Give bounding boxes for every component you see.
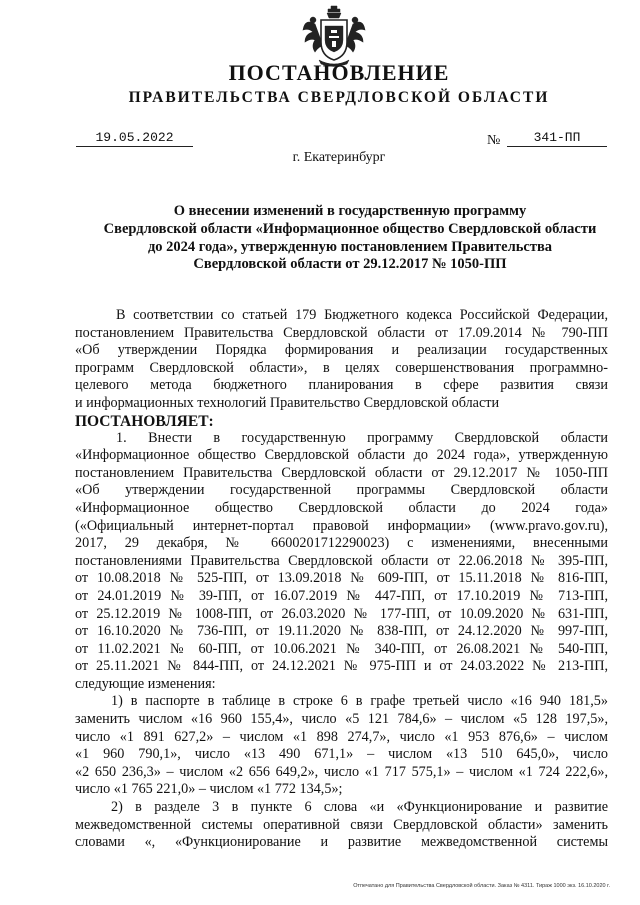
- body-line: «2 650 236,3» – числом «2 656 649,2», число «1 717 575,1» – числом «1 724 222,6»,: [75, 763, 608, 780]
- body-line: «Информационное общество Свердловской области до 2024 года», утвержденную: [75, 447, 608, 464]
- body-line: и информационных технологий Правительство Свердловской области: [75, 394, 500, 411]
- body-line: от 24.01.2019 № 39-ПП, от 16.07.2019 № 447-ПП, от 17.10.2019 № 713-ПП,: [75, 587, 608, 604]
- body-line: «Информационное общество Свердловской области до 2024 года»: [75, 499, 608, 516]
- body-line: число «1 765 221,0» – числом «1 772 134,5»;: [75, 781, 343, 798]
- body-line: 1. Внести в государственную программу Свердловской области: [116, 429, 608, 446]
- body-line: межведомственной системы оперативной связи Свердловской области» заменить: [75, 816, 608, 833]
- body-line: 1) в паспорте в таблице в строке 6 в графе третьей число «16 940 181,5»: [111, 693, 608, 710]
- document-subtitle: ПРАВИТЕЛЬСТВА СВЕРДЛОВСКОЙ ОБЛАСТИ: [128, 89, 550, 106]
- document-body: [75, 307, 608, 852]
- body-line: «1 960 790,1», число «13 490 671,1» – числом «13 510 645,0», число: [75, 746, 608, 763]
- body-line: словами «, «Функционирование и развитие межведомственной системы: [75, 834, 608, 851]
- document-title: ПОСТАНОВЛЕНИЕ: [228, 60, 450, 85]
- body-line: 2) в разделе 3 в пункте 6 слова «и «Функционирование и развитие: [111, 799, 608, 816]
- body-line: постановлением Правительства Свердловской области от 29.12.2017 № 1050-ПП: [75, 464, 608, 481]
- body-line: «Об утверждении государственной программы Свердловской области: [75, 482, 608, 499]
- heading-line: до 2024 года», утвержденную постановлением Правительства: [147, 238, 553, 255]
- heading-line: Свердловской области от 29.12.2017 № 1050-ПП: [193, 256, 507, 273]
- document-date: 19.05.2022: [76, 130, 193, 147]
- body-line: от 25.12.2019 № 1008-ПП, от 26.03.2020 № 177-ПП, от 10.09.2020 № 631-ПП,: [75, 605, 608, 622]
- body-line: 2017, 29 декабря, № 6600201712290023) с изменениями, внесенными: [75, 535, 608, 552]
- body-line: («Официальный интернет-портал правовой информации» (www.pravo.gov.ru),: [75, 517, 608, 534]
- body-line: число «1 891 627,2» – числом «1 898 274,7», число «1 953 876,6» – числом: [75, 728, 608, 745]
- body-line: от 10.08.2018 № 525-ПП, от 13.09.2018 № 609-ПП, от 15.11.2018 № 816-ПП,: [75, 570, 608, 587]
- body-line: «Об утверждении Порядка формирования и реализации государственных: [75, 342, 608, 359]
- heading-line: О внесении изменений в государственную программу: [173, 203, 527, 219]
- document-number: 341-ПП: [507, 130, 607, 147]
- body-line: программ Свердловской области», в целях совершенствования программно-: [75, 359, 608, 376]
- body-line: целевого метода бюджетного планирования в сфере развития связи: [75, 377, 608, 394]
- body-line: постановлением Правительства Свердловской области от 17.09.2014 № 790-ПП: [75, 324, 608, 341]
- body-line: от 11.02.2021 № 60-ПП, от 10.06.2021 № 340-ПП, от 26.08.2021 № 540-ПП,: [75, 640, 608, 657]
- document-city: г. Екатеринбург: [292, 150, 386, 165]
- body-line: заменить числом «16 960 155,4», число «5 121 784,6» – числом «5 128 197,5»,: [75, 711, 608, 728]
- body-line: от 25.11.2021 № 844-ПП, от 24.12.2021 № 975-ПП и от 24.03.2022 № 213-ПП,: [75, 658, 608, 675]
- number-sign: №: [487, 133, 501, 148]
- body-line: от 16.10.2020 № 736-ПП, от 19.11.2020 № 838-ПП, от 24.12.2020 № 997-ПП,: [75, 623, 608, 640]
- body-line: постановлениями Правительства Свердловской области от 22.06.2018 № 395-ПП,: [75, 552, 608, 569]
- body-line: В соответствии со статьей 179 Бюджетного кодекса Российской Федерации,: [116, 307, 608, 323]
- print-footer: Отпечатано для Правительства Свердловской области. Заказ № 4311. Тираж 1000 экз. 16.10.2020 г.: [353, 883, 610, 889]
- body-line: следующие изменения:: [75, 675, 216, 692]
- heading-line: Свердловской области «Информационное общество Свердловской области: [103, 220, 597, 237]
- document-heading: [60, 203, 640, 274]
- coat-of-arms-emblem: [301, 4, 367, 68]
- resolve-word: ПОСТАНОВЛЯЕТ:: [75, 412, 214, 430]
